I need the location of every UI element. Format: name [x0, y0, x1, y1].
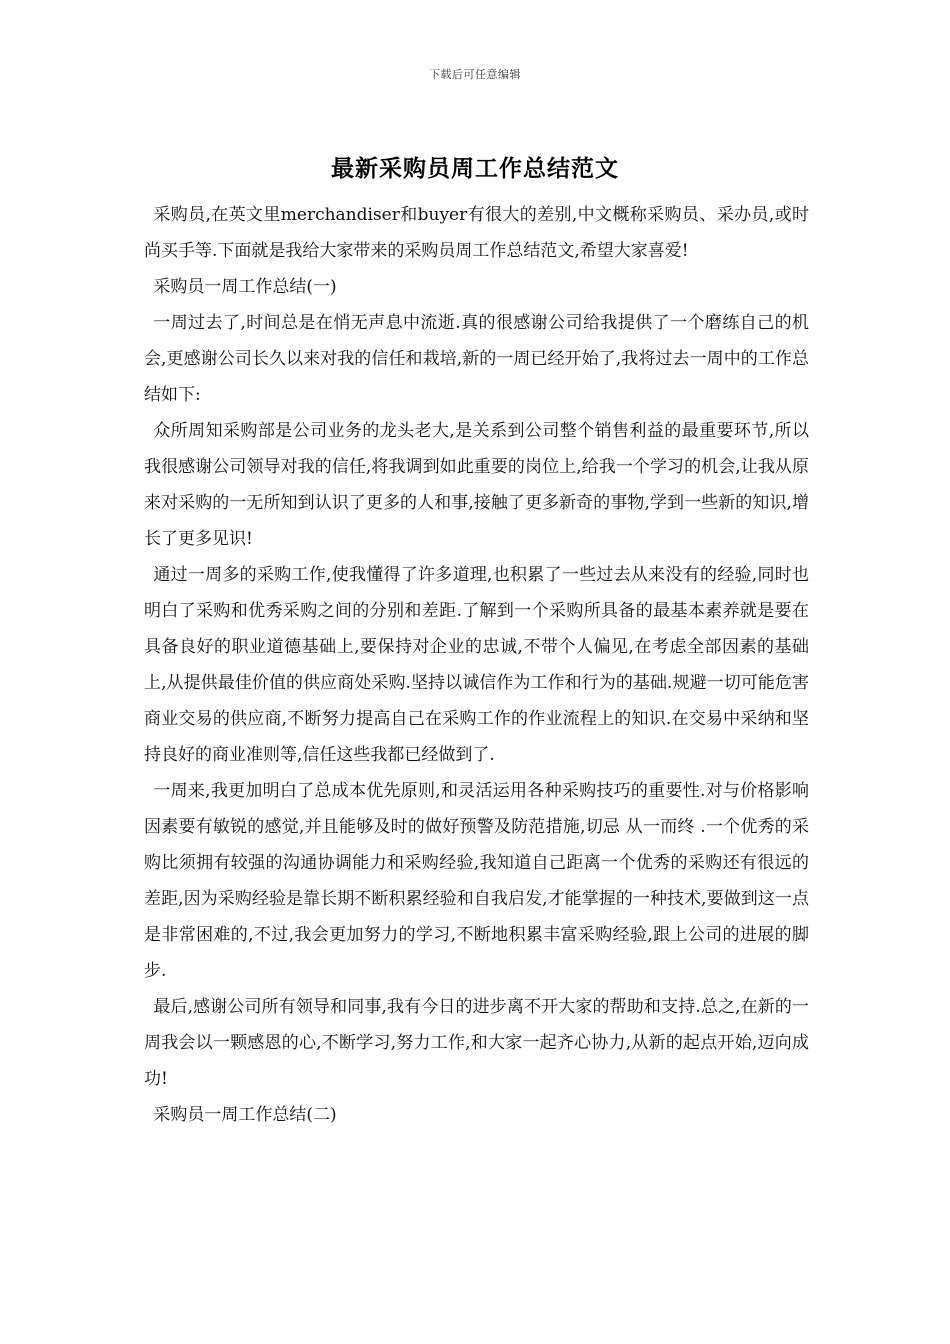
body-paragraph: 一周来,我更加明白了总成本优先原则,和灵活运用各种采购技巧的重要性.对与价格影响因素要有敏锐的感觉,并且能够及时的做好预警及防范措施,切忌 从一而终 .一个优秀的采购比须拥有较强的沟通协调能力和采购经验,我知道自己距离一个优秀的采购还有很远的差距,因为采购经验是靠长期不断积累经验和自我启发,才能掌握的一种技术,要做到这一点是非常困难的,不过,我会更加努力的学习,不断地积累丰富采购经验,跟上公司的进展的脚步. [144, 781, 809, 981]
document-title: 最新采购员周工作总结范文 [331, 155, 619, 182]
body-paragraph: 最后,感谢公司所有领导和同事,我有今日的进步离不开大家的帮助和支持.总之,在新的一周我会以一颗感恩的心,不断学习,努力工作,和大家一起齐心协力,从新的起点开始,迈向成功! [144, 997, 809, 1089]
intro-paragraph: 采购员,在英文里merchandiser和buyer有很大的差别,中文概称采购员、采办员,或时尚买手等.下面就是我给大家带来的采购员周工作总结范文,希望大家喜爱! [144, 205, 809, 261]
section-heading-1: 采购员一周工作总结(一) [153, 277, 337, 297]
document-body [144, 197, 809, 1133]
body-paragraph: 众所周知采购部是公司业务的龙头老大,是关系到公司整个销售利益的最重要环节,所以我很感谢公司领导对我的信任,将我调到如此重要的岗位上,给我一个学习的机会,让我从原来对采购的一无所知到认识了更多的人和事,接触了更多新奇的事物,学到一些新的知识,增长了更多见识! [144, 421, 809, 549]
body-paragraph: 通过一周多的采购工作,使我懂得了许多道理,也积累了一些过去从来没有的经验,同时也明白了采购和优秀采购之间的分别和差距.了解到一个采购所具备的最基本素养就是要在具备良好的职业道德基础上,要保持对企业的忠诚,不带个人偏见,在考虑全部因素的基础上,从提供最佳价值的供应商处采购.坚持以诚信作为工作和行为的基础.规避一切可能危害商业交易的供应商,不断努力提高自己在采购工作的作业流程上的知识.在交易中采纳和坚持良好的商业准则等,信任这些我都已经做到了. [144, 565, 809, 765]
header-note: 下载后可任意编辑 [429, 68, 521, 81]
section-heading-2: 采购员一周工作总结(二) [153, 1105, 337, 1125]
body-paragraph: 一周过去了,时间总是在悄无声息中流逝.真的很感谢公司给我提供了一个磨练自己的机会,更感谢公司长久以来对我的信任和栽培,新的一周已经开始了,我将过去一周中的工作总结如下: [144, 313, 809, 405]
